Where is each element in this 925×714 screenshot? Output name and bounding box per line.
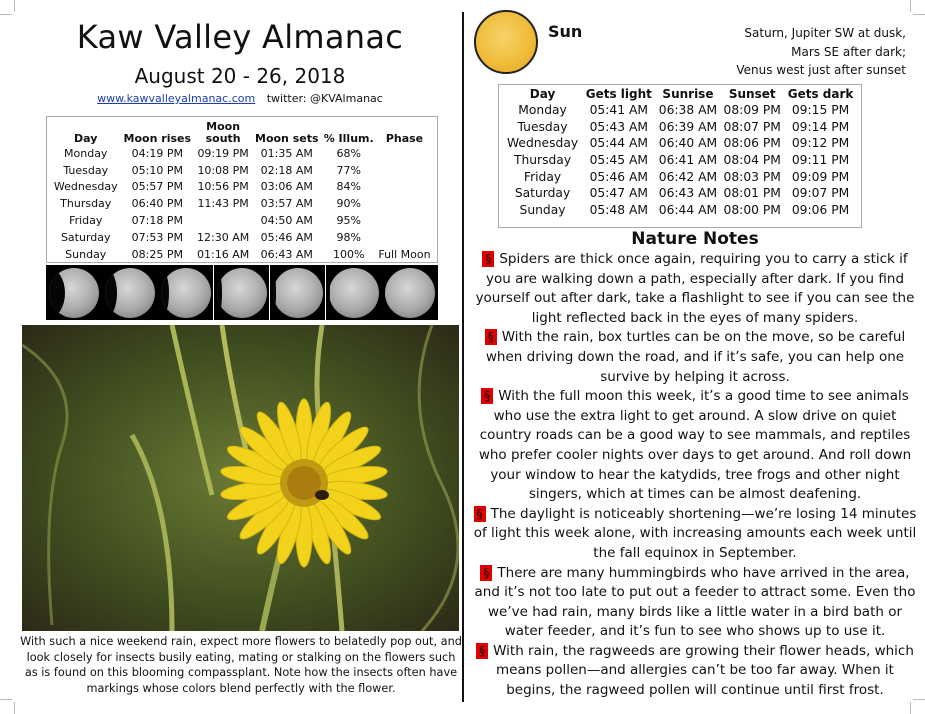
- col-header: Phase: [385, 132, 424, 145]
- moon-phase-image: [326, 265, 382, 320]
- day-cell: Sunday: [519, 202, 566, 217]
- moon-table-row: [51, 246, 433, 263]
- col-header: Sunrise: [662, 87, 714, 101]
- nature-note-text: There are many hummingbirds who have arrived in the area, and it’s not too late to put out a feeder to attract some. Even tho we’ve had rain, many birds like a little water in a bird bath or water feeder, and it’s fun to see who shows up to use it.: [474, 564, 916, 640]
- sun-table: [498, 84, 862, 228]
- col-header: Sunset: [728, 87, 776, 101]
- col-header: Moon rises: [123, 132, 192, 145]
- time-cell: [376, 145, 433, 162]
- time-cell: 09:14 PM: [791, 119, 850, 134]
- time-cell: 11:43 PM: [197, 197, 249, 211]
- time-cell: 12:30 AM: [197, 230, 250, 244]
- time-cell: 09:11 PM: [791, 153, 850, 168]
- time-cell: 06:44 AM: [658, 202, 718, 217]
- sun-table-row: [503, 185, 857, 202]
- moon-table-row: [51, 212, 433, 229]
- time-cell: 05:46 AM: [589, 169, 648, 184]
- day-cell: Monday: [64, 146, 108, 160]
- planet-line: Saturn, Jupiter SW at dusk,: [744, 26, 906, 40]
- nature-note-text: With the full moon this week, it’s a good time to see animals who use the extra light to get around. A slow drive on quiet country roads can be a good way to see mammals, and reptiles who prefer cooler nights over days to get around. And roll down your window to hear the katydids, tree frogs and other night singers, which at times can be almost deafening.: [478, 388, 912, 503]
- day-cell: Tuesday: [63, 163, 109, 177]
- time-cell: 05:10 PM: [131, 163, 183, 177]
- day-cell: Friday: [523, 169, 562, 184]
- day-cell: Monday: [518, 103, 567, 118]
- time-cell: 05:43 AM: [589, 119, 648, 134]
- time-cell: 95%: [336, 214, 361, 228]
- day-cell: Sunday: [65, 247, 107, 261]
- time-cell: 100%: [332, 247, 365, 261]
- col-header: Moon south: [205, 120, 241, 145]
- time-cell: 08:01 PM: [723, 186, 781, 201]
- moon-icon: [105, 268, 155, 318]
- header-links: [20, 92, 460, 105]
- col-header: Day: [529, 87, 556, 101]
- time-cell: 01:35 AM: [260, 146, 313, 160]
- time-cell: 08:00 PM: [723, 202, 781, 217]
- moon-icon: [329, 268, 379, 318]
- nature-notes: [470, 250, 920, 701]
- time-cell: 06:43 AM: [260, 247, 313, 261]
- time-cell: 06:40 PM: [131, 197, 183, 211]
- crop-mark: [14, 702, 15, 714]
- day-cell: Saturday: [514, 186, 571, 201]
- time-cell: 05:45 AM: [589, 153, 648, 168]
- time-cell: 06:42 AM: [658, 169, 718, 184]
- time-cell: 09:06 PM: [791, 202, 850, 217]
- col-header: Day: [74, 132, 98, 145]
- col-header: Gets light: [585, 87, 652, 101]
- time-cell: 10:08 PM: [197, 163, 249, 177]
- nature-note: [470, 387, 920, 505]
- day-cell: Thursday: [513, 153, 572, 168]
- time-cell: 90%: [336, 197, 361, 211]
- time-cell: 06:41 AM: [658, 153, 718, 168]
- time-cell: 09:07 PM: [791, 186, 850, 201]
- time-cell: 08:07 PM: [723, 119, 781, 134]
- time-cell: 04:19 PM: [131, 146, 183, 160]
- time-cell: [376, 162, 433, 179]
- section-marker-icon: §: [481, 388, 493, 404]
- nature-note-text: Spiders are thick once again, requiring you to carry a stick if you are walking down a path, especially after dark. If you find yourself out after dark, take a flashlight to see if you can see the light reflected back in the eyes of many spiders.: [475, 251, 915, 326]
- section-marker-icon: §: [474, 506, 486, 522]
- time-cell: 05:46 AM: [260, 230, 313, 244]
- sun-table-row: [503, 152, 857, 169]
- crop-mark: [0, 14, 12, 15]
- time-cell: 01:16 AM: [197, 247, 250, 261]
- time-cell: 03:57 AM: [260, 197, 313, 211]
- nature-note-text: With rain, the ragweeds are growing their flower heads, which means pollen—and allergies can’t be too far away. When it begins, the ragweed pollen will continue until first frost.: [493, 642, 914, 699]
- moon-table-row: [51, 162, 433, 179]
- time-cell: 05:57 PM: [131, 180, 183, 194]
- date-range: August 20 - 26, 2018: [134, 64, 346, 88]
- flower-image: [22, 325, 459, 631]
- nature-note: [470, 250, 920, 328]
- sun-table-row: [503, 135, 857, 152]
- day-cell: Wednesday: [53, 180, 118, 194]
- nature-note: [470, 564, 920, 642]
- time-cell: 06:43 AM: [658, 186, 718, 201]
- time-cell: 77%: [336, 163, 361, 177]
- moon-phase-image: [382, 265, 438, 320]
- moon-table-row: [51, 195, 433, 212]
- section-marker-icon: §: [482, 251, 494, 267]
- moon-phase-image: [270, 265, 326, 320]
- day-cell: Wednesday: [506, 136, 579, 151]
- section-marker-icon: §: [485, 329, 497, 345]
- sun-table-row: [503, 119, 857, 136]
- time-cell: 10:56 PM: [197, 180, 249, 194]
- crop-mark: [0, 699, 12, 700]
- nature-note-text: With the rain, box turtles can be on the move, so be careful when driving down the road, and if it’s safe, you can help one survive by helping it across.: [485, 329, 906, 385]
- planet-line: Venus west just after sunset: [736, 63, 906, 77]
- col-header: Moon sets: [255, 132, 319, 145]
- time-cell: [376, 212, 433, 229]
- section-marker-icon: §: [476, 643, 488, 659]
- moon-table-row: [51, 229, 433, 246]
- moon-icon: [385, 268, 435, 318]
- time-cell: Full Moon: [378, 247, 431, 261]
- nature-note: [470, 642, 920, 701]
- time-cell: 05:48 AM: [589, 202, 648, 217]
- time-cell: 03:06 AM: [260, 180, 313, 194]
- moon-table: [46, 116, 438, 263]
- moon-icon: [273, 268, 323, 318]
- nature-note: [470, 505, 920, 564]
- time-cell: [194, 212, 252, 229]
- moon-table-row: [51, 179, 433, 196]
- planet-visibility: [646, 24, 906, 80]
- moon-table-row: [51, 145, 433, 162]
- moon-phase-image: [46, 265, 102, 320]
- nature-note-text: The daylight is noticeably shortening—we’re losing 14 minutes of light this week alone, with increasing amounts each week until the fall equinox in September.: [473, 505, 917, 561]
- planet-line: Mars SE after dark;: [791, 44, 906, 59]
- time-cell: 98%: [336, 230, 361, 244]
- crop-mark: [910, 702, 911, 714]
- time-cell: 06:40 AM: [658, 136, 718, 151]
- time-cell: 04:50 AM: [260, 214, 313, 228]
- moon-icon: [161, 268, 211, 318]
- sun-table-row: [503, 102, 857, 119]
- twitter-handle: twitter: @KVAlmanac: [266, 92, 383, 105]
- compassplant-photo: [22, 325, 459, 631]
- almanac-title: Kaw Valley Almanac: [76, 18, 404, 56]
- sun-table-row: [503, 168, 857, 185]
- time-cell: 05:44 AM: [589, 136, 648, 151]
- crop-mark: [913, 14, 925, 15]
- time-cell: 02:18 AM: [260, 163, 313, 177]
- moon-table-header: [51, 119, 433, 145]
- time-cell: 09:19 PM: [197, 146, 249, 160]
- day-cell: Saturday: [60, 230, 111, 244]
- sun-table-row: [503, 202, 857, 219]
- day-cell: Tuesday: [517, 119, 568, 134]
- time-cell: [376, 179, 433, 196]
- website-link[interactable]: www.kawvalleyalmanac.com: [97, 92, 256, 105]
- photo-caption: With such a nice weekend rain, expect more flowers to belatedly pop out, and look closely for insects busily eating, mating or stalking on the flowers such as is found on this blooming compassplant. Note how the insects often have markings whose colors blend perfectly with the flower.: [20, 635, 462, 695]
- moon-phase-image: [102, 265, 158, 320]
- nature-note: [470, 328, 920, 387]
- moon-phase-strip: [46, 265, 438, 320]
- moon-phase-image: [158, 265, 214, 320]
- day-cell: Thursday: [60, 197, 112, 211]
- crop-mark: [14, 0, 15, 12]
- time-cell: 06:39 AM: [658, 119, 718, 134]
- time-cell: 07:18 PM: [131, 214, 183, 228]
- section-marker-icon: §: [480, 565, 492, 581]
- day-cell: Friday: [69, 214, 103, 228]
- time-cell: 05:41 AM: [589, 103, 648, 118]
- time-cell: 09:15 PM: [791, 103, 850, 118]
- nature-notes-title: Nature Notes: [631, 229, 759, 249]
- time-cell: 68%: [336, 146, 361, 160]
- sun-label: Sun: [548, 22, 583, 41]
- sun-icon: [474, 10, 538, 74]
- time-cell: [376, 195, 433, 212]
- moon-phase-image: [214, 265, 270, 320]
- time-cell: 06:38 AM: [658, 103, 718, 118]
- time-cell: 08:06 PM: [723, 136, 781, 151]
- time-cell: 08:03 PM: [723, 169, 781, 184]
- column-divider: [462, 12, 464, 702]
- col-header: Gets dark: [787, 87, 854, 101]
- moon-icon: [217, 268, 267, 318]
- col-header: % Illum.: [323, 132, 374, 145]
- time-cell: 08:04 PM: [723, 153, 781, 168]
- sun-table-header: [503, 86, 857, 102]
- time-cell: 08:25 PM: [131, 247, 183, 261]
- crop-mark: [910, 0, 911, 12]
- time-cell: [376, 229, 433, 246]
- time-cell: 07:53 PM: [131, 230, 183, 244]
- time-cell: 09:12 PM: [791, 136, 850, 151]
- time-cell: 09:09 PM: [791, 169, 850, 184]
- moon-icon: [49, 268, 99, 318]
- time-cell: 08:09 PM: [723, 103, 781, 118]
- time-cell: 84%: [336, 180, 361, 194]
- time-cell: 05:47 AM: [589, 186, 648, 201]
